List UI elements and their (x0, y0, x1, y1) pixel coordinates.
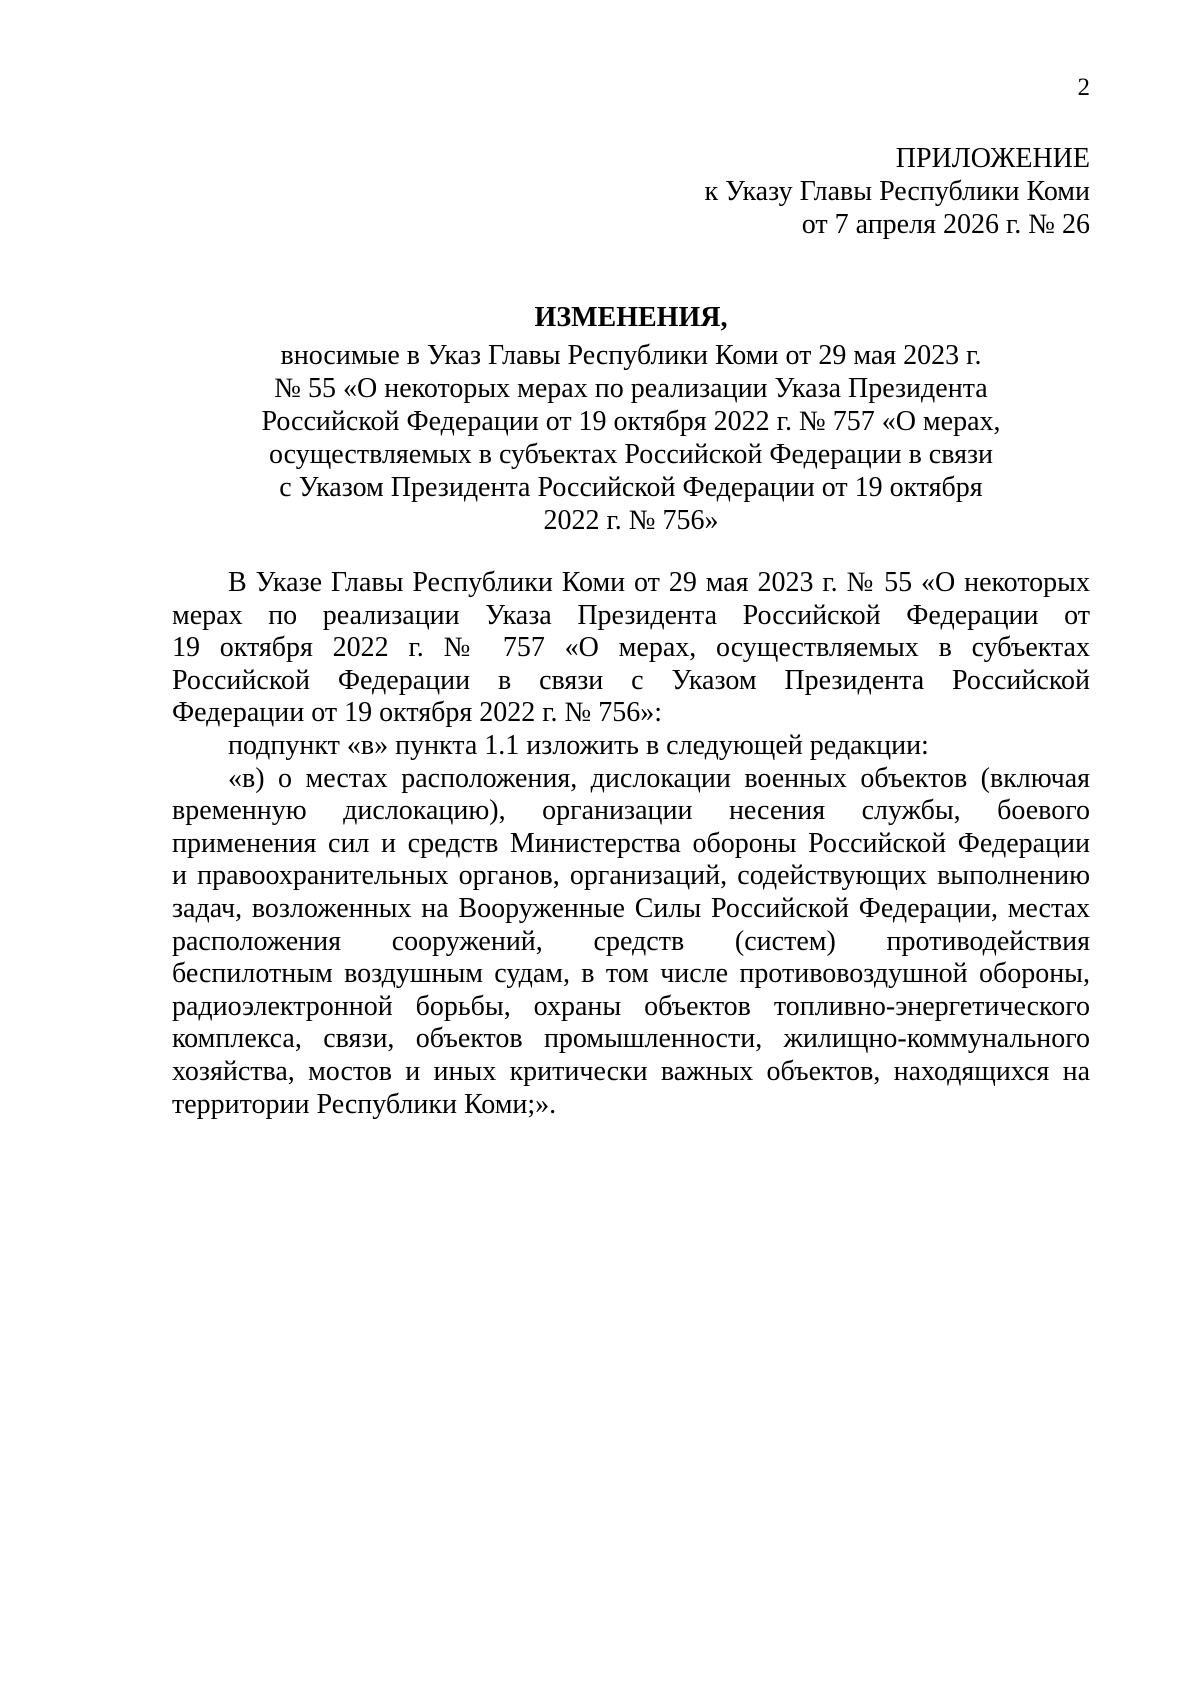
body-line: мерах по реализации Указа Президента Российской Федерации от (172, 599, 1090, 631)
subtitle-line: с Указом Президента Российской Федерации от 19 октября (279, 472, 983, 503)
body-line: хозяйства, мостов и иных критически важных объектов, находящихся на (172, 1055, 1090, 1087)
body-line: 19 октября 2022 г. № 757 «О мерах, осуществляемых в субъектах (172, 632, 1090, 664)
body-line: Российской Федерации в связи с Указом Президента Российской (172, 664, 1090, 696)
subtitle-line: Российской Федерации от 19 октября 2022 г. № 757 «О мерах, (261, 406, 1001, 437)
body-line: подпункт «в» пункта 1.1 изложить в следующей редакции: (228, 729, 929, 761)
body-line: временную дислокацию), организации несения службы, боевого (172, 795, 1090, 827)
body-line: беспилотным воздушным судам, в том числе противовоздушной обороны, (172, 958, 1090, 990)
body-line: и правоохранительных органов, организаций, содействующих выполнению (172, 860, 1090, 892)
body-line: радиоэлектронной борьбы, охраны объектов топливно-энергетического (172, 990, 1090, 1022)
paragraph-preamble (172, 567, 1090, 730)
body-line: задач, возложенных на Вооруженные Силы Российской Федерации, местах (172, 892, 1090, 924)
appendix-header (560, 142, 1090, 241)
body-line: территории Республики Коми;». (172, 1088, 557, 1120)
document-title: ИЗМЕНЕНИЯ, (534, 302, 728, 333)
body-line: расположения сооружений, средств (систем) противодействия (172, 925, 1090, 957)
body-line: комплекса, связи, объектов промышленности, жилищно-коммунального (172, 1023, 1090, 1055)
document-subtitle (172, 339, 1090, 537)
document-body (172, 567, 1090, 1121)
page-number: 2 (1077, 74, 1090, 101)
body-line: Федерации от 19 октября 2022 г. № 756»: (172, 697, 663, 729)
subtitle-line: осуществляемых в субъектах Российской Федерации в связи (268, 439, 994, 470)
appendix-decree-date: от 7 апреля 2026 г. № 26 (801, 209, 1090, 240)
subtitle-line: вносимые в Указ Главы Республики Коми от 29 мая 2023 г. (280, 340, 982, 371)
appendix-label: ПРИЛОЖЕНИЕ (895, 143, 1090, 174)
paragraph-instruction (172, 730, 1090, 763)
subtitle-line: 2022 г. № 756» (543, 505, 719, 536)
body-line: применения сил и средств Министерства обороны Российской Федерации (172, 827, 1090, 859)
body-line: «в) о местах расположения, дислокации военных объектов (включая (228, 762, 1090, 794)
subtitle-line: № 55 «О некоторых мерах по реализации Указа Президента (274, 373, 988, 404)
appendix-decree-ref: к Указу Главы Республики Коми (704, 176, 1090, 207)
paragraph-amended-text (172, 763, 1090, 1122)
body-line: В Указе Главы Республики Коми от 29 мая 2023 г. № 55 «О некоторых (228, 567, 1090, 598)
